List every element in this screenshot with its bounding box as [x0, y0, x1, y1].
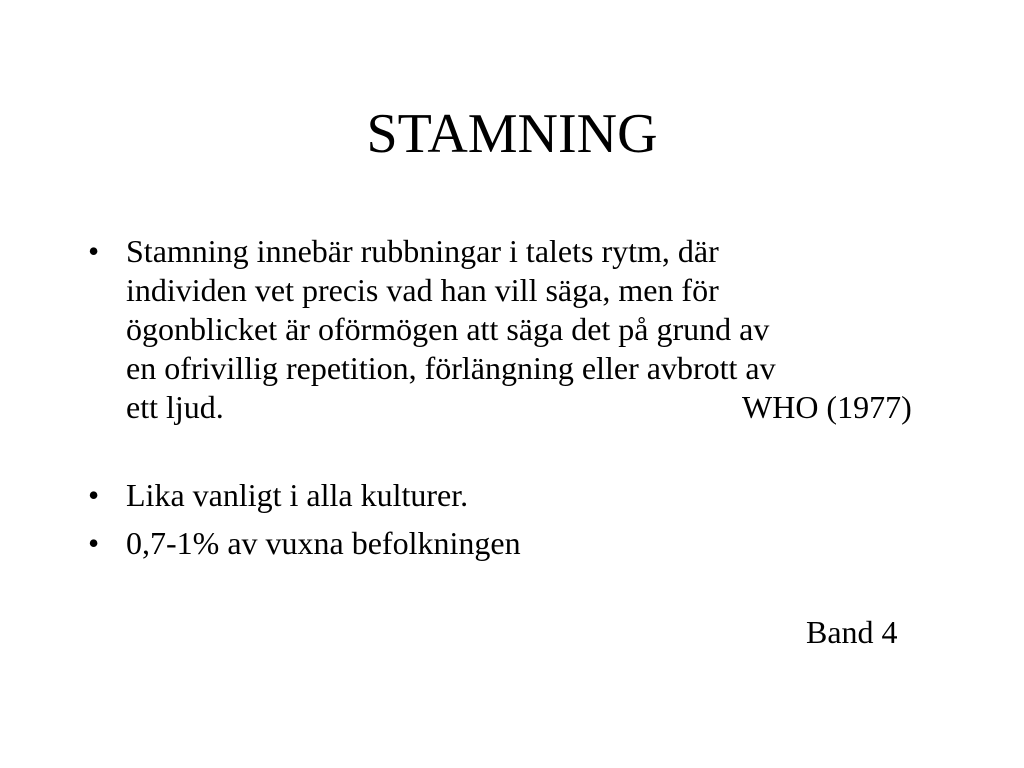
- footer-label: Band 4: [806, 614, 898, 650]
- slide-body: [88, 232, 968, 563]
- bullet-item-cultures: [88, 476, 968, 515]
- bullet-line: Stamning innebär rubbningar i talets rytm, där: [126, 233, 719, 269]
- bullet-line: ögonblicket är oförmögen att säga det på grund av: [126, 311, 770, 347]
- slide-title: STAMNING: [366, 103, 658, 165]
- bullet-line: Lika vanligt i alla kulturer.: [126, 477, 469, 513]
- bullet-line: en ofrivillig repetition, förlängning eller avbrott av: [126, 350, 776, 386]
- source-citation: WHO (1977): [742, 389, 912, 425]
- bullet-line: individen vet precis vad han vill säga, men för: [126, 272, 719, 308]
- bullet-icon: •: [88, 477, 100, 513]
- bullet-line: 0,7-1% av vuxna befolkningen: [126, 525, 521, 561]
- bullet-line-text: ett ljud.: [126, 389, 224, 425]
- bullet-item-definition: [88, 232, 968, 427]
- bullet-icon: •: [88, 525, 100, 561]
- bullet-item-prevalence: [88, 524, 968, 563]
- bullet-line-last: [126, 388, 968, 427]
- bullet-icon: •: [88, 233, 100, 269]
